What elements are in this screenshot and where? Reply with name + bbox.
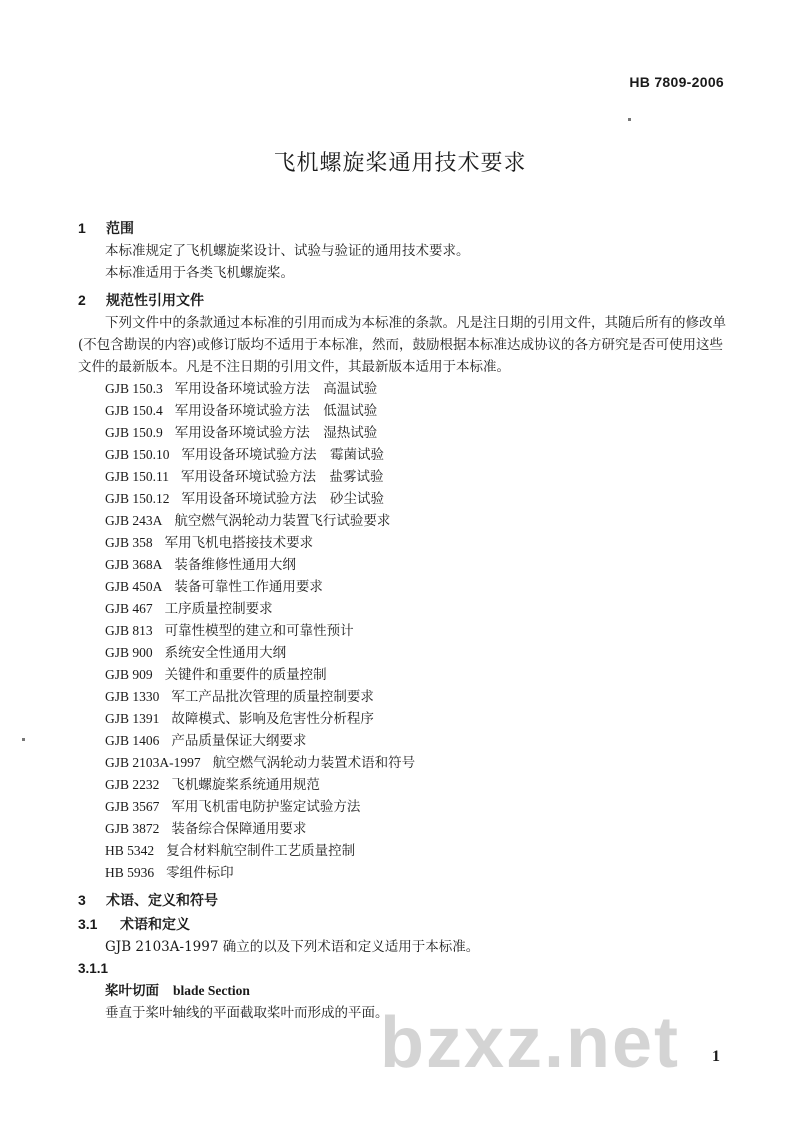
references-intro: 下列文件中的条款通过本标准的引用而成为本标准的条款。凡是注日期的引用文件，其随后所有的修改单(不包含勘误的内容)或修订版均不适用于本标准，然而，鼓励根据本标准达成协议的各方研究是否可使用这些文件的最新版本。凡是不注日期的引用文件，其最新版本适用于本标准。: [78, 315, 726, 375]
reference-title: 装备综合保障通用要求: [171, 821, 307, 837]
reference-code: GJB 150.4: [105, 403, 163, 418]
reference-title: 军用飞机雷电防护鉴定试验方法: [171, 799, 361, 815]
watermark: bzxz.net: [380, 1003, 681, 1083]
reference-code: GJB 1391: [105, 711, 160, 726]
reference-title: 军用飞机电搭接技术要求: [164, 535, 314, 551]
reference-item: [78, 686, 728, 708]
reference-item: [78, 378, 728, 400]
reference-title: 系统安全性通用大纲: [164, 645, 287, 661]
reference-title: 飞机螺旋桨系统通用规范: [171, 777, 320, 793]
reference-code: GJB 909: [105, 667, 153, 682]
reference-code: GJB 368A: [105, 557, 163, 572]
terms-intro: GJB 2103A-1997 确立的以及下列术语和定义适用于本标准。: [105, 939, 480, 955]
reference-item: [78, 862, 728, 884]
reference-code: GJB 150.11: [105, 469, 170, 484]
term-chinese: 桨叶切面: [105, 983, 159, 999]
reference-title: 产品质量保证大纲要求: [171, 733, 307, 749]
reference-title: 可靠性模型的建立和可靠性预计: [164, 623, 354, 639]
section-3-heading: [78, 888, 728, 912]
reference-item: [78, 752, 728, 774]
reference-title: 航空燃气涡轮动力装置飞行试验要求: [174, 513, 391, 529]
reference-item: [78, 488, 728, 510]
reference-title: 军工产品批次管理的质量控制要求: [171, 689, 374, 705]
section-title: 规范性引用文件: [106, 293, 204, 309]
reference-code: HB 5342: [105, 843, 155, 858]
reference-title: 装备维修性通用大纲: [174, 557, 296, 573]
reference-code: GJB 1406: [105, 733, 160, 748]
term-english: blade Section: [173, 983, 250, 998]
reference-item: [78, 576, 728, 598]
scan-speck: [22, 738, 25, 741]
section-number: 1: [78, 220, 86, 236]
reference-item: [78, 664, 728, 686]
reference-title: 航空燃气涡轮动力装置术语和符号: [212, 755, 416, 771]
reference-item: [78, 444, 728, 466]
reference-title: 装备可靠性工作通用要求: [174, 579, 323, 595]
reference-item: [78, 620, 728, 642]
reference-item: [78, 840, 728, 862]
reference-item: [78, 400, 728, 422]
subsection-title: 术语和定义: [120, 917, 190, 933]
reference-item: [78, 422, 728, 444]
reference-title: 工序质量控制要求: [164, 601, 273, 617]
reference-title: 军用设备环境试验方法 低温试验: [174, 403, 378, 419]
reference-code: GJB 150.9: [105, 425, 163, 440]
reference-code: GJB 3567: [105, 799, 160, 814]
reference-code: GJB 2103A-1997: [105, 755, 201, 770]
reference-item: [78, 466, 728, 488]
reference-title: 军用设备环境试验方法 湿热试验: [174, 425, 378, 441]
reference-code: GJB 2232: [105, 777, 160, 792]
page-number: 1: [712, 1048, 720, 1065]
section-number: 3: [78, 892, 86, 908]
standard-number: HB 7809-2006: [629, 74, 724, 90]
reference-list: [78, 378, 728, 884]
reference-code: GJB 813: [105, 623, 153, 638]
subsection-number: 3.1: [78, 916, 98, 932]
reference-title: 军用设备环境试验方法 砂尘试验: [181, 491, 385, 507]
reference-item: [78, 774, 728, 796]
section-number: 2: [78, 292, 86, 308]
reference-item: [78, 730, 728, 752]
document-body: [78, 212, 728, 1024]
reference-code: GJB 450A: [105, 579, 163, 594]
reference-code: HB 5936: [105, 865, 155, 880]
section-title: 范围: [106, 221, 134, 237]
section-title: 术语、定义和符号: [106, 893, 218, 909]
reference-item: [78, 818, 728, 840]
reference-item: [78, 598, 728, 620]
reference-title: 军用设备环境试验方法 高温试验: [174, 381, 378, 397]
reference-title: 军用设备环境试验方法 盐雾试验: [181, 469, 384, 485]
reference-title: 故障模式、影响及危害性分析程序: [171, 711, 374, 727]
clause-3-1-1-number: 3.1.1: [78, 961, 109, 976]
reference-code: GJB 900: [105, 645, 153, 660]
term-definition: 垂直于桨叶轴线的平面截取桨叶而形成的平面。: [105, 1005, 389, 1021]
reference-item: [78, 796, 728, 818]
scope-paragraph-1: 本标准规定了飞机螺旋桨设计、试验与验证的通用技术要求。: [105, 243, 470, 259]
scan-speck: [628, 118, 631, 121]
section-2-heading: [78, 288, 728, 312]
subsection-3-1-heading: [78, 912, 728, 936]
reference-item: [78, 510, 728, 532]
reference-code: GJB 1330: [105, 689, 160, 704]
reference-code: GJB 150.3: [105, 381, 163, 396]
reference-item: [78, 708, 728, 730]
term-line: [78, 980, 728, 1002]
reference-code: GJB 243A: [105, 513, 163, 528]
document-title: 飞机螺旋桨通用技术要求: [273, 151, 527, 176]
reference-title: 军用设备环境试验方法 霉菌试验: [181, 447, 385, 463]
section-1-heading: [78, 216, 728, 240]
scope-paragraph-2: 本标准适用于各类飞机螺旋桨。: [105, 265, 294, 281]
reference-code: GJB 467: [105, 601, 153, 616]
reference-title: 关键件和重要件的质量控制: [164, 667, 327, 683]
reference-code: GJB 150.10: [105, 447, 170, 462]
reference-item: [78, 532, 728, 554]
reference-code: GJB 358: [105, 535, 153, 550]
reference-code: GJB 150.12: [105, 491, 170, 506]
reference-item: [78, 642, 728, 664]
reference-title: 零组件标印: [166, 865, 234, 881]
reference-code: GJB 3872: [105, 821, 160, 836]
reference-item: [78, 554, 728, 576]
reference-title: 复合材料航空制件工艺质量控制: [166, 843, 356, 859]
